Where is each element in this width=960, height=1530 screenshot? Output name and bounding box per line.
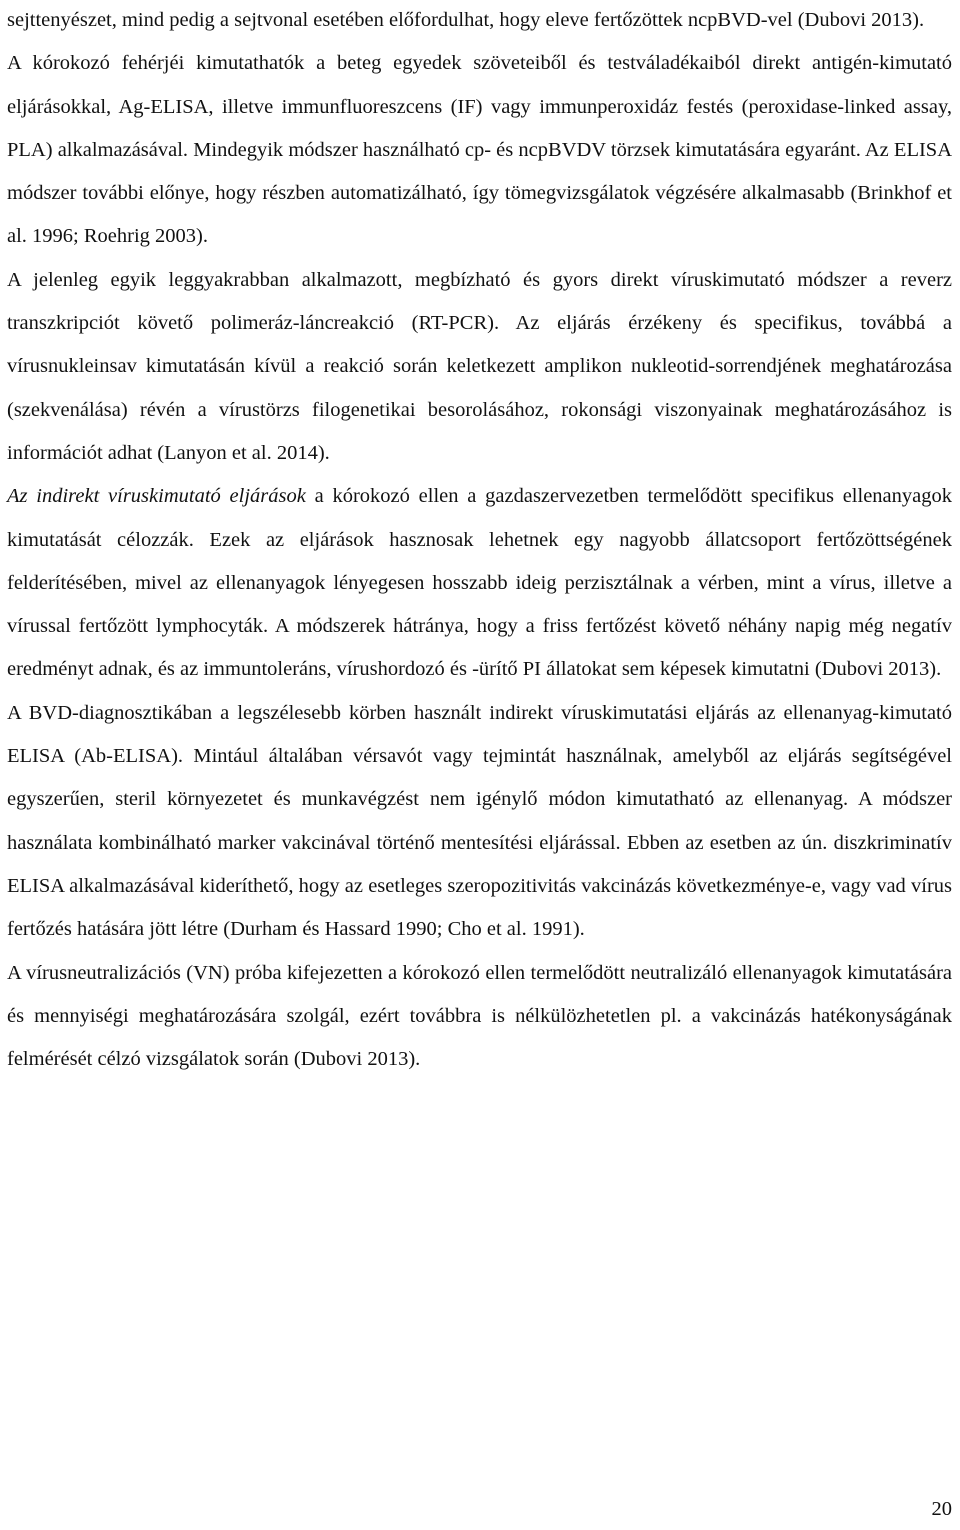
page-number: 20: [931, 1498, 952, 1520]
italic-term: Az indirekt víruskimutató eljárások: [7, 485, 306, 508]
paragraph-rt-pcr: A jelenleg egyik leggyakrabban alkalmazott, megbízható és gyors direkt víruskimutató módszer a reverz transzkripciót követő polimeráz-láncreakció (RT-PCR). Az eljárás érzékeny és specifikus, továbbá a vírusnukleinsav kimutatásán kívül a reakció során keletkezett amplikon nukleotid-sorrendjének meghatározása (szekvenálása) révén a vírustörzs filogenetikai besorolásához, rokonsági viszonyainak meghatározásához is információt adhat (Lanyon et al. 2014).: [7, 268, 952, 464]
paragraph-cell-culture-contamination: sejttenyészet, mind pedig a sejtvonal esetében előfordulhat, hogy eleve fertőzöttek ncpBVD-vel (Dubovi 2013).: [7, 9, 925, 31]
paragraph-direct-antigen-detection: A kórokozó fehérjéi kimutathatók a beteg egyedek szöveteiből és testváladékaiból direkt antigén-kimutató eljárásokkal, Ag-ELISA, illetve immunfluoreszcens (IF) vagy immunperoxidáz festés (peroxidase-linked assay, PLA) alkalmazásával. Mindegyik módszer használható cp- és ncpBVDV törzsek kimutatására egyaránt. Az ELISA módszer további előnye, hogy részben automatizálható, így tömegvizsgálatok végzésére alkalmasabb (Brinkhof et al. 1996; Roehrig 2003).: [7, 52, 952, 248]
paragraph-ab-elisa: A BVD-diagnosztikában a legszélesebb körben használt indirekt víruskimutatási eljárás az ellenanyag-kimutató ELISA (Ab-ELISA). Mintául általában vérsavót vagy tejmintát használnak, amelyből az eljárás segítségével egyszerűen, steril környezetet és munkavégzést nem igénylő módon kimutatható az ellenanyag. A módszer használata kombinálható marker vakcinával történő mentesítési eljárással. Ebben az esetben az ún. diszkriminatív ELISA alkalmazásával kideríthető, hogy az esetleges szeropozitivitás vakcinázás következménye-e, vagy vad vírus fertőzés hatására jött létre (Durham és Hassard 1990; Cho et al. 1991).: [7, 701, 952, 941]
paragraph-virus-neutralization: A vírusneutralizációs (VN) próba kifejezetten a kórokozó ellen termelődött neutralizáló ellenanyagok kimutatására és mennyiségi meghatározására szolgál, ezért továbbra is nélkülözhetetlen pl. a vakcinázás hatékonyságának felmérését célzó vizsgálatok során (Dubovi 2013).: [7, 961, 952, 1071]
paragraph-indirect-methods: Az indirekt víruskimutató eljárások a kórokozó ellen a gazdaszervezetben termelődött specifikus ellenanyagok kimutatását célozzák. Ezek az eljárások hasznosak lehetnek egy nagyobb állatcsoport fertőzöttségének felderítésében, mivel az ellenanyagok lényegesen hosszabb ideig perzisztálnak a vérben, mint a vírus, illetve a vírussal fertőzött lymphocyták. A módszerek hátránya, hogy a friss fertőzést követő néhány napig még negatív eredményt adnak, és az immuntoleráns, vírushordozó és -ürítő PI állatokat sem képesek kimutatni (Dubovi 2013).: [7, 485, 952, 681]
body-text: [7, 0, 952, 1081]
